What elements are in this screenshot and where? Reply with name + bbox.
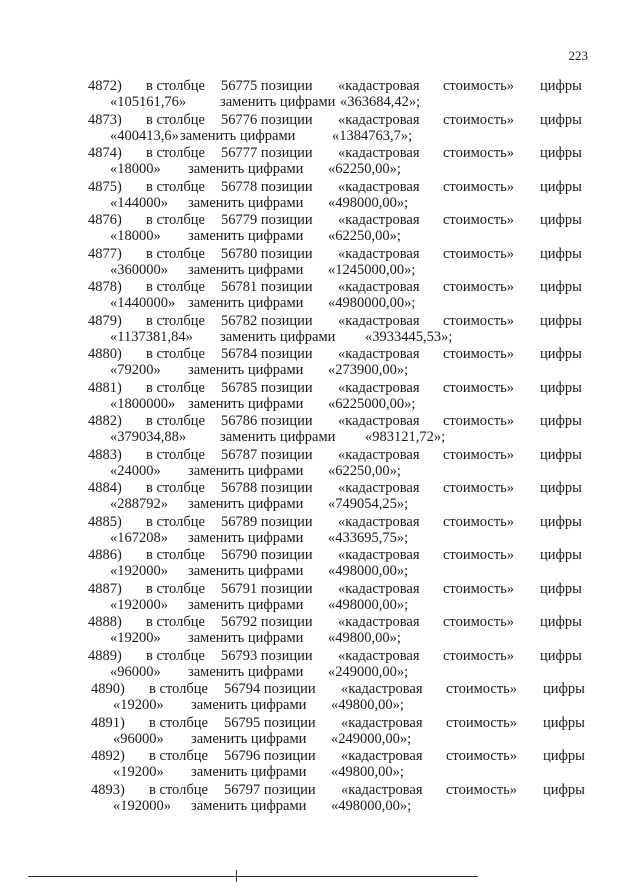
digits-label: цифры [543, 714, 585, 731]
cadastral-label: «кадастровая [341, 748, 423, 764]
position-word: позиции [263, 748, 316, 764]
column-label: в столбце [146, 279, 205, 295]
entry-number: 4892) [91, 748, 125, 764]
position-label [221, 212, 313, 228]
position-label [221, 145, 313, 161]
position-word: позиции [260, 178, 313, 195]
column-number: 56790 [221, 547, 258, 563]
replace-label: заменить цифрами [220, 429, 336, 445]
column-label: в столбце [146, 346, 205, 362]
amendment-entry [0, 279, 640, 313]
amendment-entry [0, 480, 640, 514]
value-label: стоимость» [443, 178, 515, 195]
old-value: «400413,6» [110, 127, 179, 144]
amendment-entry [0, 313, 640, 347]
value-label: стоимость» [443, 312, 515, 329]
cadastral-label: «кадастровая [338, 346, 420, 362]
replace-label: заменить цифрами [180, 127, 296, 144]
old-value: «24000» [110, 462, 161, 479]
cadastral-label: «кадастровая [341, 714, 423, 731]
entry-number: 4877) [88, 245, 122, 262]
digits-label: цифры [540, 614, 582, 630]
cadastral-label: «кадастровая [338, 78, 420, 94]
column-number: 56778 [221, 178, 258, 195]
value-label: стоимость» [443, 245, 515, 262]
value-label: стоимость» [443, 647, 515, 664]
column-label: в столбце [146, 446, 205, 463]
position-label [221, 279, 313, 295]
entry-number: 4875) [88, 178, 122, 195]
old-value: «1440000» [110, 295, 176, 311]
amendment-entry [0, 648, 640, 682]
old-value: «379034,88» [110, 429, 187, 445]
position-word: позиции [260, 580, 313, 597]
new-value: «433695,75»; [328, 529, 409, 546]
position-word: позиции [260, 647, 313, 664]
replace-label: заменить цифрами [188, 462, 304, 479]
column-label: в столбце [146, 614, 205, 630]
entry-number: 4891) [91, 714, 125, 731]
entry-number: 4889) [88, 647, 122, 664]
value-label: стоимость» [443, 279, 515, 295]
amendment-entry [0, 346, 640, 380]
column-number: 56781 [221, 279, 258, 295]
position-label [224, 715, 316, 731]
old-value: «19200» [110, 630, 161, 646]
entry-number: 4878) [88, 279, 122, 295]
position-label [221, 547, 313, 563]
position-word: позиции [260, 145, 313, 161]
position-label [221, 514, 313, 530]
digits-label: цифры [540, 212, 582, 228]
replace-label: заменить цифрами [188, 228, 304, 244]
entry-number: 4874) [88, 145, 122, 161]
entry-number: 4879) [88, 312, 122, 329]
position-word: позиции [260, 614, 313, 630]
replace-label: заменить цифрами [188, 261, 304, 278]
new-value: «1245000,00»; [328, 261, 416, 278]
amendment-entry [0, 380, 640, 414]
column-label: в столбце [146, 413, 205, 429]
replace-label: заменить цифрами [188, 596, 304, 613]
new-value: «49800,00»; [331, 697, 404, 713]
column-number: 56797 [224, 781, 261, 798]
amendment-entry [0, 246, 640, 280]
value-label: стоимость» [443, 480, 515, 496]
replace-label: заменить цифрами [188, 362, 304, 378]
cadastral-label: «кадастровая [338, 513, 420, 530]
cadastral-label: «кадастровая [338, 480, 420, 496]
new-value: «49800,00»; [328, 630, 401, 646]
entry-number: 4876) [88, 212, 122, 228]
cadastral-label: «кадастровая [338, 212, 420, 228]
entry-number: 4890) [91, 681, 125, 697]
replace-label: заменить цифрами [188, 529, 304, 546]
entry-number: 4893) [91, 781, 125, 798]
digits-label: цифры [540, 580, 582, 597]
position-label [221, 179, 313, 195]
position-label [221, 380, 313, 396]
position-word: позиции [260, 111, 313, 128]
amendment-entry [0, 782, 640, 816]
old-value: «19200» [113, 764, 164, 780]
old-value: «1137381,84» [110, 328, 193, 345]
old-value: «18000» [110, 228, 161, 244]
value-label: стоимость» [446, 781, 518, 798]
column-label: в столбце [149, 748, 208, 764]
digits-label: цифры [540, 279, 582, 295]
column-number: 56776 [221, 111, 258, 128]
position-label [221, 447, 313, 463]
cadastral-label: «кадастровая [338, 580, 420, 597]
replace-label: заменить цифрами [188, 194, 304, 211]
position-word: позиции [260, 78, 313, 94]
value-label: стоимость» [443, 212, 515, 228]
position-word: позиции [260, 413, 313, 429]
value-label: стоимость» [443, 346, 515, 362]
replace-label: заменить цифрами [191, 697, 307, 713]
position-word: позиции [260, 379, 313, 396]
digits-label: цифры [540, 145, 582, 161]
cadastral-label: «кадастровая [338, 178, 420, 195]
old-value: «79200» [110, 362, 161, 378]
cadastral-label: «кадастровая [338, 614, 420, 630]
new-value: «363684,42»; [340, 94, 421, 110]
new-value: «498000,00»; [331, 797, 412, 814]
column-number: 56795 [224, 714, 261, 731]
position-word: позиции [260, 212, 313, 228]
old-value: «360000» [110, 261, 168, 278]
value-label: стоимость» [443, 78, 515, 94]
column-number: 56794 [224, 681, 261, 697]
cadastral-label: «кадастровая [338, 413, 420, 429]
position-word: позиции [260, 312, 313, 329]
value-label: стоимость» [443, 413, 515, 429]
replace-label: заменить цифрами [191, 730, 307, 747]
old-value: «96000» [110, 663, 161, 680]
digits-label: цифры [540, 245, 582, 262]
old-value: «167208» [110, 529, 168, 546]
old-value: «192000» [110, 596, 168, 613]
entry-number: 4882) [88, 413, 122, 429]
value-label: стоимость» [446, 748, 518, 764]
column-number: 56782 [221, 312, 258, 329]
new-value: «749054,25»; [328, 496, 409, 512]
new-value: «498000,00»; [328, 596, 409, 613]
amendment-list [0, 78, 640, 815]
position-label [224, 681, 316, 697]
digits-label: цифры [540, 647, 582, 664]
amendment-entry [0, 715, 640, 749]
value-label: стоимость» [443, 614, 515, 630]
column-number: 56789 [221, 513, 258, 530]
position-word: позиции [263, 714, 316, 731]
page-number: 223 [568, 48, 588, 63]
amendment-entry [0, 748, 640, 782]
cadastral-label: «кадастровая [338, 446, 420, 463]
column-number: 56775 [221, 78, 258, 94]
cadastral-label: «кадастровая [338, 312, 420, 329]
position-word: позиции [260, 346, 313, 362]
digits-label: цифры [540, 346, 582, 362]
column-number: 56791 [221, 580, 258, 597]
position-word: позиции [263, 681, 316, 697]
replace-label: заменить цифрами [188, 563, 304, 579]
old-value: «96000» [113, 730, 164, 747]
position-label [224, 782, 316, 798]
replace-label: заменить цифрами [188, 161, 304, 177]
amendment-entry [0, 212, 640, 246]
cadastral-label: «кадастровая [338, 245, 420, 262]
entry-number: 4886) [88, 547, 122, 563]
cadastral-label: «кадастровая [338, 379, 420, 396]
position-label [221, 78, 313, 94]
new-value: «4980000,00»; [328, 295, 416, 311]
digits-label: цифры [543, 681, 585, 697]
entry-number: 4885) [88, 513, 122, 530]
position-label [221, 346, 313, 362]
digits-label: цифры [540, 413, 582, 429]
new-value: «249000,00»; [331, 730, 412, 747]
old-value: «192000» [110, 563, 168, 579]
amendment-entry [0, 413, 640, 447]
column-number: 56786 [221, 413, 258, 429]
value-label: стоимость» [443, 379, 515, 396]
new-value: «49800,00»; [331, 764, 404, 780]
position-label [221, 246, 313, 262]
value-label: стоимость» [446, 714, 518, 731]
column-label: в столбце [146, 245, 205, 262]
column-label: в столбце [146, 111, 205, 128]
digits-label: цифры [540, 312, 582, 329]
digits-label: цифры [540, 379, 582, 396]
new-value: «498000,00»; [328, 563, 409, 579]
value-label: стоимость» [443, 547, 515, 563]
replace-label: заменить цифрами [188, 496, 304, 512]
position-label [221, 648, 313, 664]
position-label [221, 313, 313, 329]
amendment-entry [0, 112, 640, 146]
replace-label: заменить цифрами [191, 797, 307, 814]
column-label: в столбце [146, 513, 205, 530]
old-value: «19200» [113, 697, 164, 713]
footer-tick [236, 870, 237, 882]
value-label: стоимость» [443, 446, 515, 463]
replace-label: заменить цифрами [188, 663, 304, 680]
old-value: «192000» [113, 797, 171, 814]
column-label: в столбце [149, 714, 208, 731]
position-label [221, 413, 313, 429]
entry-number: 4888) [88, 614, 122, 630]
amendment-entry [0, 547, 640, 581]
digits-label: цифры [540, 513, 582, 530]
column-number: 56784 [221, 346, 258, 362]
column-label: в столбце [146, 379, 205, 396]
entry-number: 4887) [88, 580, 122, 597]
cadastral-label: «кадастровая [338, 647, 420, 664]
column-label: в столбце [149, 781, 208, 798]
position-word: позиции [260, 480, 313, 496]
amendment-entry [0, 581, 640, 615]
entry-number: 4883) [88, 446, 122, 463]
column-label: в столбце [146, 178, 205, 195]
digits-label: цифры [543, 781, 585, 798]
amendment-entry [0, 614, 640, 648]
entry-number: 4873) [88, 111, 122, 128]
replace-label: заменить цифрами [188, 295, 304, 311]
column-label: в столбце [146, 312, 205, 329]
cadastral-label: «кадастровая [341, 681, 423, 697]
column-label: в столбце [146, 78, 205, 94]
position-word: позиции [260, 513, 313, 530]
column-number: 56779 [221, 212, 258, 228]
digits-label: цифры [540, 446, 582, 463]
new-value: «498000,00»; [328, 194, 409, 211]
position-label [221, 614, 313, 630]
entry-number: 4881) [88, 379, 122, 396]
cadastral-label: «кадастровая [338, 145, 420, 161]
column-number: 56787 [221, 446, 258, 463]
replace-label: заменить цифрами [191, 764, 307, 780]
column-label: в столбце [146, 647, 205, 664]
old-value: «288792» [110, 496, 168, 512]
value-label: стоимость» [443, 513, 515, 530]
digits-label: цифры [540, 480, 582, 496]
position-label [224, 748, 316, 764]
amendment-entry [0, 179, 640, 213]
footer-rule [28, 876, 478, 877]
new-value: «3933445,53»; [365, 328, 453, 345]
new-value: «1384763,7»; [332, 127, 413, 144]
amendment-entry [0, 514, 640, 548]
digits-label: цифры [540, 178, 582, 195]
amendment-entry [0, 447, 640, 481]
old-value: «1800000» [110, 395, 176, 412]
value-label: стоимость» [443, 580, 515, 597]
new-value: «6225000,00»; [328, 395, 416, 412]
old-value: «18000» [110, 161, 161, 177]
old-value: «144000» [110, 194, 168, 211]
cadastral-label: «кадастровая [338, 111, 420, 128]
cadastral-label: «кадастровая [338, 279, 420, 295]
cadastral-label: «кадастровая [338, 547, 420, 563]
position-word: позиции [260, 279, 313, 295]
position-word: позиции [260, 547, 313, 563]
value-label: стоимость» [443, 111, 515, 128]
column-label: в столбце [146, 580, 205, 597]
column-number: 56785 [221, 379, 258, 396]
digits-label: цифры [540, 547, 582, 563]
digits-label: цифры [540, 78, 582, 94]
position-label [221, 480, 313, 496]
column-number: 56796 [224, 748, 261, 764]
entry-number: 4872) [88, 78, 122, 94]
replace-label: заменить цифрами [188, 630, 304, 646]
column-number: 56792 [221, 614, 258, 630]
position-label [221, 581, 313, 597]
position-word: позиции [260, 446, 313, 463]
column-number: 56788 [221, 480, 258, 496]
column-label: в столбце [146, 480, 205, 496]
entry-number: 4880) [88, 346, 122, 362]
new-value: «983121,72»; [365, 429, 446, 445]
column-label: в столбце [146, 547, 205, 563]
column-label: в столбце [146, 145, 205, 161]
position-label [221, 112, 313, 128]
column-label: в столбце [146, 212, 205, 228]
digits-label: цифры [540, 111, 582, 128]
amendment-entry [0, 145, 640, 179]
entry-number: 4884) [88, 480, 122, 496]
position-word: позиции [263, 781, 316, 798]
digits-label: цифры [543, 748, 585, 764]
value-label: стоимость» [443, 145, 515, 161]
new-value: «273900,00»; [328, 362, 409, 378]
new-value: «62250,00»; [328, 161, 401, 177]
amendment-entry [0, 78, 640, 112]
column-number: 56793 [221, 647, 258, 664]
new-value: «62250,00»; [328, 228, 401, 244]
replace-label: заменить цифрами [220, 328, 336, 345]
cadastral-label: «кадастровая [341, 781, 423, 798]
replace-label: заменить цифрами [188, 395, 304, 412]
new-value: «249000,00»; [328, 663, 409, 680]
new-value: «62250,00»; [328, 462, 401, 479]
column-number: 56780 [221, 245, 258, 262]
amendment-entry [0, 681, 640, 715]
value-label: стоимость» [446, 681, 518, 697]
column-number: 56777 [221, 145, 258, 161]
column-label: в столбце [149, 681, 208, 697]
position-word: позиции [260, 245, 313, 262]
replace-label: заменить цифрами [220, 94, 336, 110]
old-value: «105161,76» [110, 94, 187, 110]
